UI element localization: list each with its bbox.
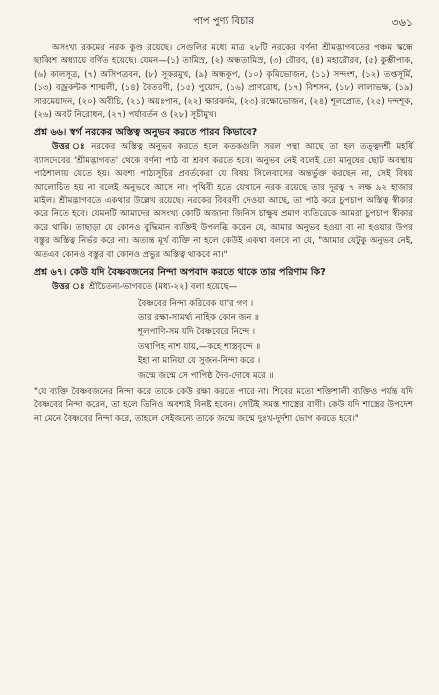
translation-quote: "যে ব্যক্তি বৈষ্ণবজনের নিন্দা করে তাকে কেউ রক্ষা করতে পারে না। শিবের মতো শক্তিশালী ব্যক্তিও পর্যন্ত যদি বৈষ্ণবের নিন্দা করেন, তা হলে তিনিও অবশ্যই বিনষ্ট হবেন। সেটিই সমস্ত শাস্ত্রের বাণী। কেউ যদি শাস্ত্রের উপদেশ না মেনে বৈষ্ণবের নিন্দা করে, তাহলে সেইজন্যে তাকে জন্মে জন্মে দুঃখ-দুর্দশা ভোগ করতে হবে।": [34, 386, 413, 424]
answer-label: উত্তর ঃ: [52, 282, 85, 293]
running-title: পাপ পুণ্য বিচার: [193, 16, 254, 27]
verse-line: জন্মে জন্মে সে পাপিষ্ঠ দৈব-দোষে মরে ॥: [138, 370, 274, 381]
intro-paragraph: অসংখ্য রকমের নরক কুণ্ড রয়েছে। সেগুলির মধ্যে মাত্র ২৮টি নরকের বর্ণনা শ্রীমদ্ভাগবতের পঞ্চম স্কন্ধে ছাব্বিশ অধ্যায়ে বর্ণিত হয়েছে। যেমন—(১) তামিস্র, (২) অন্ধতামিস্র, (৩) রৌরব, (৪) মহারৌরব, (৫) কুম্ভীপাক, (৬) কালসূত্র, (৭) অসিপত্রবন, (৮) সূকরমুখ, (৯) অন্ধকূপ, (১০) কৃমিভোজন, (১১) সন্দংশ, (১২) তপ্তসূর্মি, (১৩) বজ্রকন্টক শাল্মলী, (১৪) বৈতরণী, (১৫) পুয়োদ, (১৬) প্রাণরোধ, (১৭) বিশসন, (১৮) লালাভক্ষ, (১৯) সারমেয়াদন, (২০) অবীচি, (২১) অয়ঃপান, (২২) ক্ষারকর্দম, (২৩) রক্ষোভোজন, (২৪) শূলপ্রোত, (২৫) দন্দশূক, (২৬) অবট নিরোধন, (২৭) পর্যাবর্তন ও (২৮) সূচীমুখ।: [34, 43, 413, 121]
page-header: [34, 12, 413, 30]
verse-line: ইহা না মানিয়া যে সুজন-নিন্দা করে ।: [138, 356, 261, 367]
answer-67-intro-text: শ্রীচৈতন্য-ভাগবতে (মধ্য-২২) বলা হয়েছে—: [88, 282, 238, 293]
answer-66-text: নরকের অস্তিত্ব অনুভব করতে হলে কতকগুলি সরল পন্থা আছে তা হল তত্ত্বদর্শী মহর্ষি ব্যাসদেবের 'শ্রীমদ্ভাগবত' থেকে বর্ণনা পাঠ বা শ্রবণ করতে হবে। অনুভব নেই বলেই তো মানুষের ছোট অবস্থায় পাঠশালায় যেতে হয়। অবশ্য পাঠ্যসূচির প্রবর্তকেরা যে বিষয় সিলেবাসের অন্তর্ভুক্ত করছেন না, সেই বিষয় আলোচিত হয় না বলেই অনুভবে আসে না। পৃথিবী হতে যেখানে নরক রয়েছে তার দূরত্ব ৭ লক্ষ ৯২ হাজার মাইল। শ্রীমদ্ভাগবতে একথার উল্লেখ রয়েছে। নরকের বিবরণী দেওয়া আছে, তা পাঠ করে চুপচাপ অস্তিত্ব স্বীকার করে নিতে হবে। যেমনটি আমাদের অসংখ্য কোটি অজানা জিনিস চাক্ষুষ প্রমাণ ব্যতিরেকে আমরা চুপচাপ স্বীকার করে থাকি। তাছাড়া যে কোনও বুদ্ধিমান ব্যক্তিই উপলব্ধি করেন যে, আমার অনুভব হওয়া বা না হওয়ার উপর বস্তুর অস্তিত্ব নির্ভর করে না। অত্যন্ত মূর্খ ব্যক্তি না হলে কেউই একথা বলবে না যে, "আমার যেটুকু অনুভব নেই, অতএব কোনও বস্তুর বা কোনও প্রভুর অস্তিত্ব থাকবে না।": [34, 142, 413, 260]
answer-label: উত্তর ঃ: [52, 142, 88, 153]
question-66: প্রশ্ন ৬৬। স্বর্গ নরকের অস্তিত্ব অনুভব করতে পারব কিভাবে?: [34, 127, 258, 139]
verse-block: [138, 297, 413, 383]
verse-line: তথাপিহ নাশ যায়,—কহে শাস্ত্রবৃন্দে ॥: [138, 341, 261, 352]
question-67: প্রশ্ন ৬৭। কেউ যদি বৈষ্ণবজনের নিন্দা অপবাদ করতে থাকে তার পরিণাম কি?: [34, 267, 326, 279]
verse-line: তার রক্ষা-সামর্থ্য নাহিক কোন জন ॥: [138, 312, 260, 323]
page-content: [34, 42, 413, 426]
page-number: ৩৬১: [391, 16, 413, 29]
answer-66: [34, 141, 413, 262]
verse-line: শূলপাণি-সম যদি বৈষ্ণবেরে নিন্দে ।: [138, 327, 256, 338]
verse-line: বৈষ্ণবের নিন্দা করিবেক যা'র গণ ।: [138, 298, 254, 309]
answer-67-intro: [34, 281, 413, 294]
